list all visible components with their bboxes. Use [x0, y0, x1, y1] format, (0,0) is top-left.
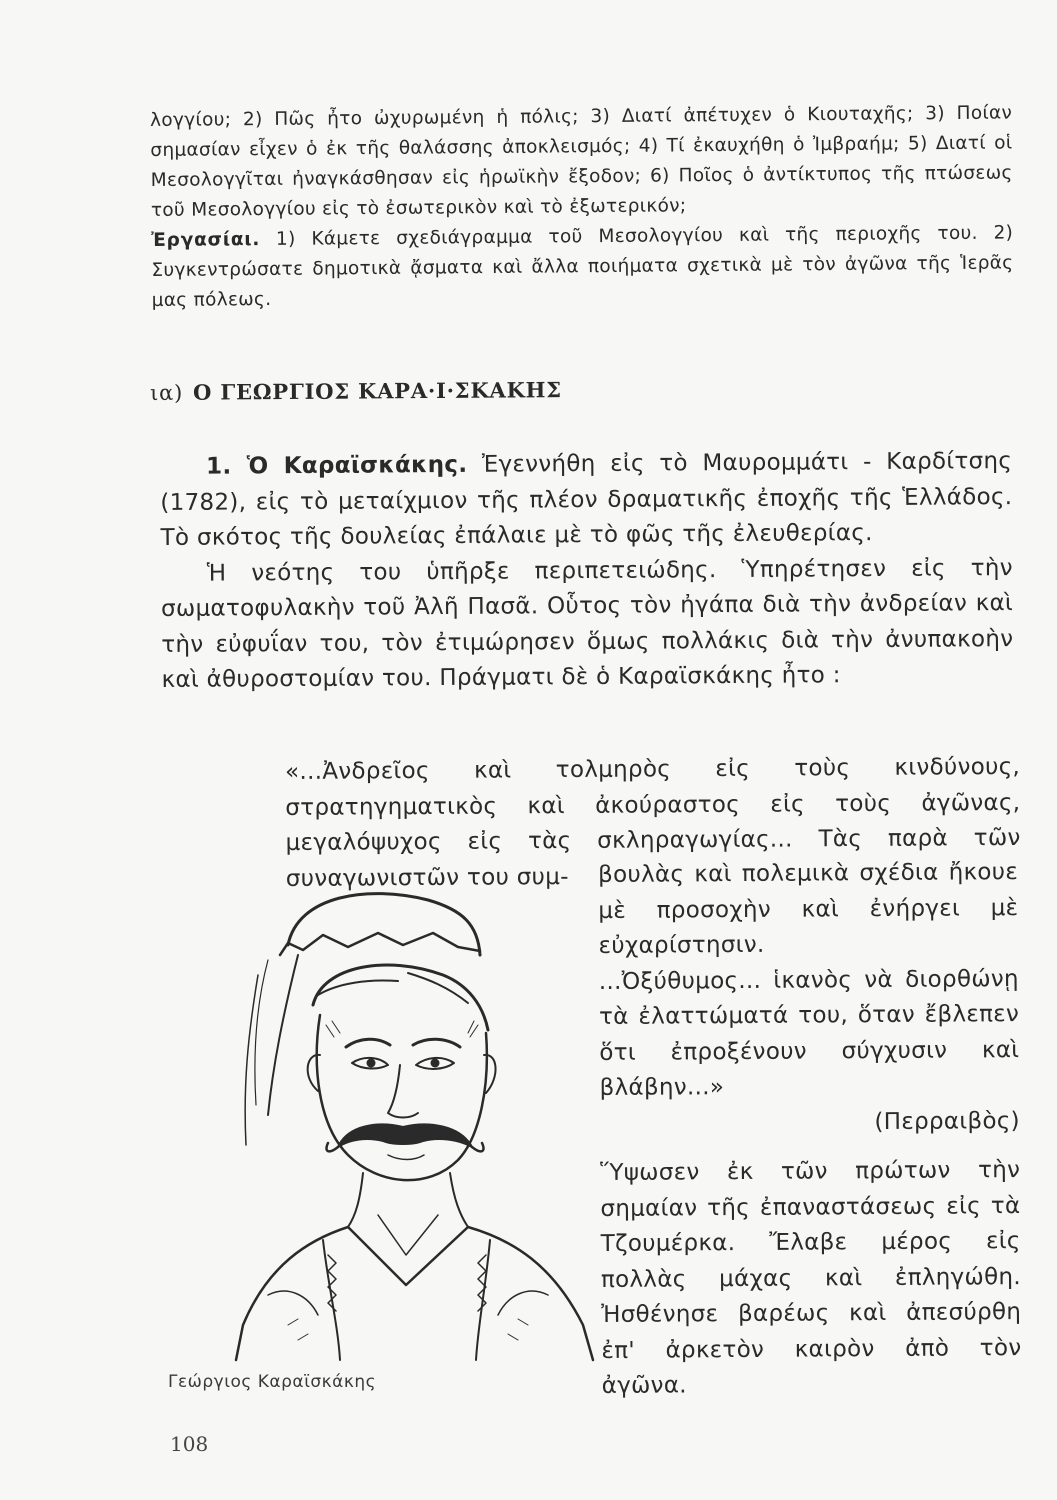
right-column — [598, 855, 1022, 1404]
exercises-label: Ἐργασίαι. — [151, 229, 261, 251]
paragraph-1-text: Ἐγεννήθη εἰς τὸ Μαυρομμάτι - Καρδίτσης (1782), εἰς τὸ μεταίχμιον τῆς πλέον δραματικῆς ἐποχῆς τῆς Ἑλλάδος. Τὸ σκότος τῆς δουλείας ἐπάλαιε μὲ τὸ φῶς τῆς ἐλευθερίας. — [160, 448, 1013, 551]
section-number: ια) — [150, 380, 184, 405]
questions-text: λογγίου; 2) Πῶς ἦτο ὠχυρωμένη ἡ πόλις; 3) Διατί ἀπέτυχεν ὁ Κιουταχῆς; 3) Ποίαν σημασίαν εἶχεν ὁ ἐκ τῆς θαλάσσης ἀποκλεισμός; 4) Τί ἐκαυχήθη ὁ Ἰμβραήμ; 5) Διατί οἱ Μεσολογγῖται ἠναγκάσθησαν εἰς ἡρωϊκὴν ἔξοδον; 6) Ποῖος ὁ ἀντίκτυπος τῆς πτώσεως τοῦ Μεσολογγίου εἰς τὸ ἐσωτερικὸν καὶ τὸ ἐξωτερικόν; — [150, 102, 1013, 221]
section-title-text: Ο ΓΕΩΡΓΙΟΣ ΚΑΡΑ·Ι·ΣΚΑΚΗΣ — [193, 377, 562, 405]
quote-part-3: ...Ὀξύθυμος... ἱκανὸς νὰ διορθώνῃ τὰ ἐλαττώματά του, ὅταν ἔβλεπεν ὅτι ἐπροξένουν σύγχυσιν καὶ βλάβην...» — [598, 965, 1020, 1101]
subsection-heading: 1. Ὁ Καραϊσκάκης. — [206, 451, 468, 480]
exercises-paragraph — [151, 218, 1014, 316]
continuation-paragraph: Ὕψωσεν ἐκ τῶν πρώτων τὴν σημαίαν τῆς ἐπαναστάσεως εἰς τὰ Τζουμέρκα. Ἔλαβε μέρος εἰς πολλὰς μάχας καὶ ἐπληγώθη. Ἠσθένησε βαρέως καὶ ἀπεσύρθη ἐπ' ἀρκετὸν καιρὸν ἀπὸ τὸν ἀγῶνα. — [600, 1157, 1022, 1399]
quote-part-1: «...Ἀνδρεῖος καὶ τολμηρὸς εἰς τοὺς κινδύνους, στρατηγηματικὸς καὶ ἀκούραστος εἰς τοὺς ἀγῶνας, μεγαλόψυχος εἰς τὰς σκληραγωγίας... Τὰς παρὰ τῶν συναγωνιστῶν του συμ- — [285, 753, 1021, 892]
portrait-caption: Γεώργιος Καραϊσκάκης — [168, 1372, 377, 1392]
body-text — [160, 444, 1014, 698]
paragraph-1 — [160, 444, 1013, 556]
portrait-illustration — [228, 855, 608, 1365]
section-title — [150, 377, 562, 405]
quote-author: (Περραιβὸς) — [874, 1107, 1020, 1135]
page-number: 108 — [170, 1432, 209, 1456]
paragraph-2: Ἡ νεότης του ὑπῆρξε περιπετειώδης. Ὑπηρέτησεν εἰς τὴν σωματοφυλακὴν τοῦ Ἀλῆ Πασᾶ. Οὗτος τὸν ἠγάπα διὰ τὴν ἀνδρείαν καὶ τὴν εὐφυΐαν του, τὸν ἐτιμώρησεν ὅμως πολλάκις διὰ τὴν ἀνυπακοὴν καὶ ἀθυροστομίαν του. Πράγματι δὲ ὁ Καραϊσκάκης ἦτο : — [161, 554, 1014, 693]
questions-block — [150, 98, 1014, 316]
quote-part-2: βουλὰς καὶ πολεμικὰ σχέδια ἤκουε μὲ προσοχὴν καὶ ἐνήργει μὲ εὐχαρίστησιν. — [598, 859, 1019, 959]
exercises-text: 1) Κάμετε σχεδιάγραμμα τοῦ Μεσολογγίου καὶ τῆς περιοχῆς του. 2) Συγκεντρώσατε δημοτικὰ ᾄσματα καὶ ἄλλα ποιήματα σχετικὰ μὲ τὸν ἀγῶνα τῆς Ἱερᾶς μας πόλεως. — [151, 222, 1014, 311]
